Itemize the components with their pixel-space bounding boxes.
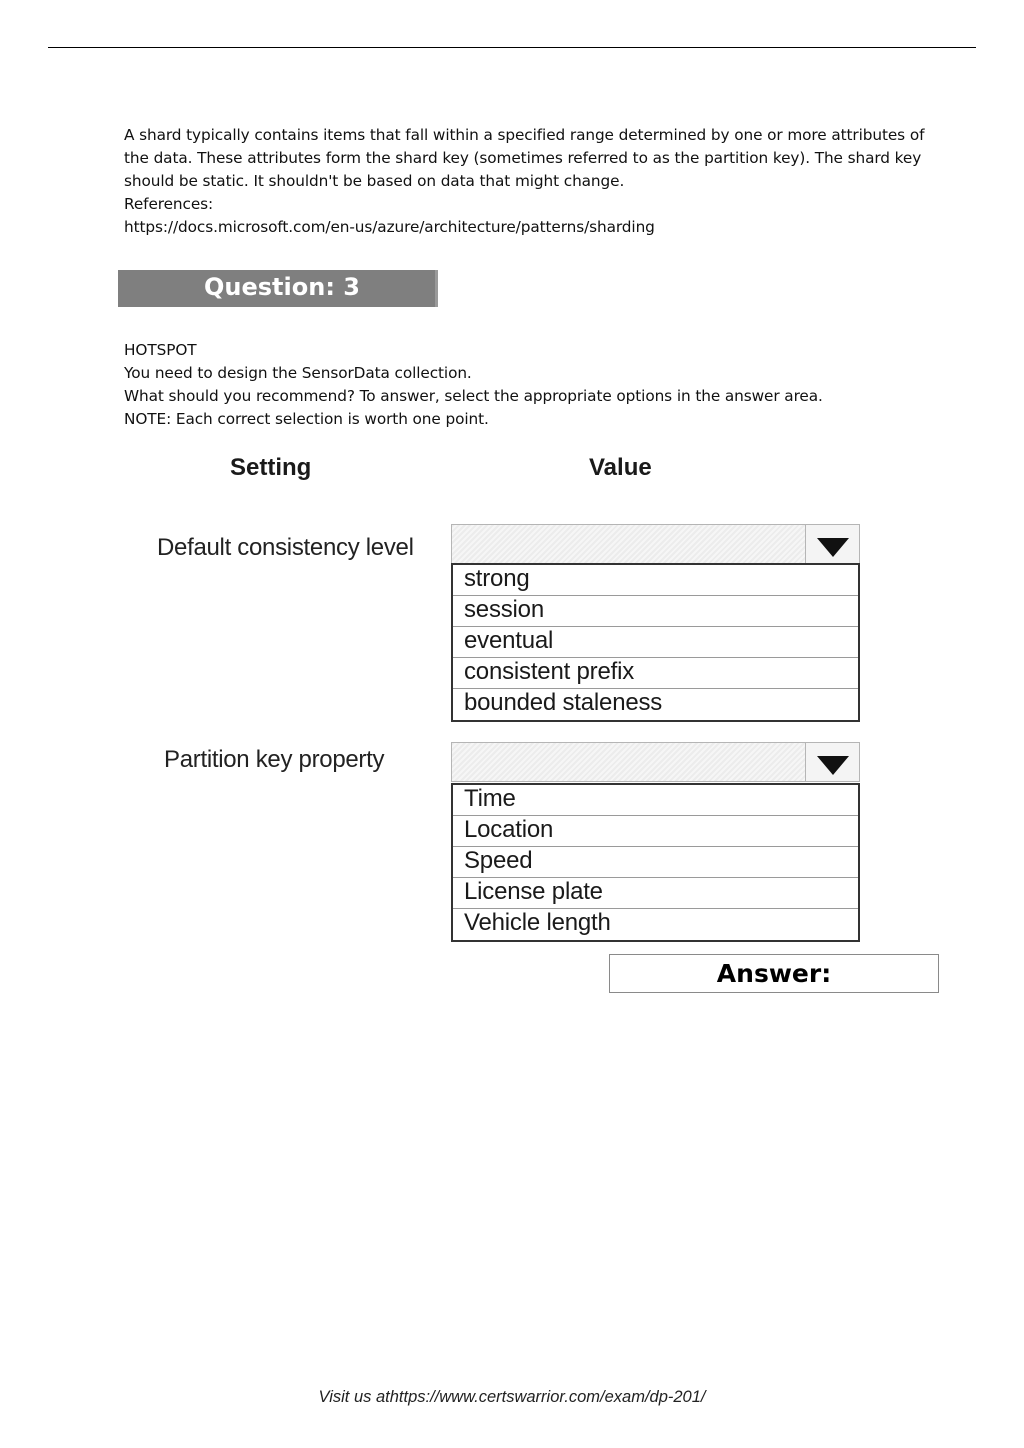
- option-time[interactable]: Time: [453, 785, 858, 816]
- consistency-level-options: [451, 563, 860, 722]
- partition-key-dropdown[interactable]: [451, 742, 860, 782]
- consistency-level-label: Default consistency level: [157, 534, 414, 561]
- setting-header: Setting: [230, 454, 312, 481]
- option-eventual[interactable]: eventual: [453, 627, 858, 658]
- question-banner: [118, 270, 438, 307]
- option-bounded-staleness[interactable]: bounded staleness: [464, 689, 663, 716]
- dropdown-button[interactable]: [805, 743, 859, 781]
- top-divider: [48, 47, 976, 48]
- option-speed[interactable]: Speed: [453, 847, 858, 878]
- partition-key-options: [451, 783, 860, 942]
- value-header: Value: [589, 454, 652, 481]
- option-location[interactable]: Location: [453, 816, 858, 847]
- intro-paragraph: A shard typically contains items that fall within a specified range determined by one or more attributes of the data. These attributes form the shard key (sometimes referred to as the partition key). The shard key should be static. It shouldn't be based on data that might change.: [124, 126, 925, 190]
- question-line: You need to design the SensorData collection.: [124, 364, 472, 382]
- option-vehicle-length[interactable]: Vehicle length: [464, 909, 611, 936]
- consistency-level-dropdown[interactable]: [451, 524, 860, 564]
- dropdown-button[interactable]: [805, 525, 859, 563]
- question-title: Question: 3: [204, 273, 360, 301]
- triangle-down-icon: [817, 756, 849, 775]
- option-consistent-prefix[interactable]: consistent prefix: [453, 658, 858, 689]
- intro-text: [124, 124, 934, 239]
- question-line: What should you recommend? To answer, select the appropriate options in the answer area.: [124, 387, 823, 405]
- reference-link[interactable]: https://docs.microsoft.com/en-us/azure/architecture/patterns/sharding: [124, 218, 655, 236]
- triangle-down-icon: [817, 538, 849, 557]
- option-session[interactable]: session: [453, 596, 858, 627]
- partition-key-label: Partition key property: [164, 746, 385, 773]
- footer-text[interactable]: Visit us athttps://www.certswarrior.com/exam/dp-201/: [318, 1388, 706, 1406]
- question-type: HOTSPOT: [124, 341, 197, 359]
- answer-label: Answer:: [609, 954, 939, 993]
- option-license-plate[interactable]: License plate: [453, 878, 858, 909]
- option-strong[interactable]: strong: [453, 565, 858, 596]
- question-prompt: [124, 339, 944, 431]
- references-label: References:: [124, 195, 214, 213]
- question-line: NOTE: Each correct selection is worth one point.: [124, 410, 489, 428]
